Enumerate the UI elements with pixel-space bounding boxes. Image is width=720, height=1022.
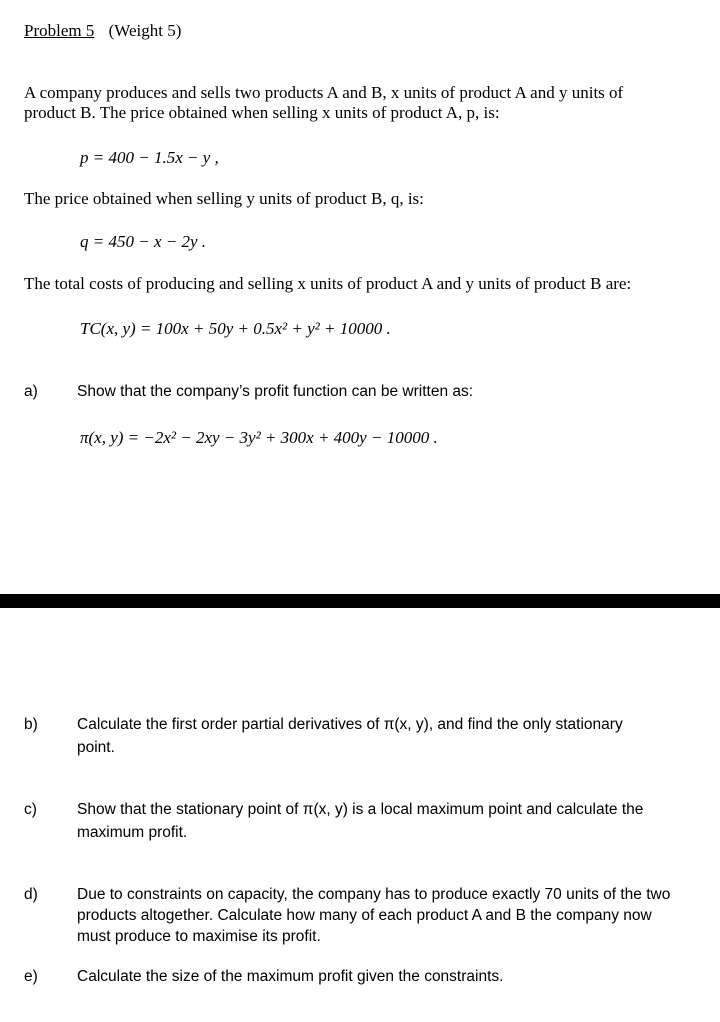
section-divider [0, 594, 720, 608]
equation-price-q: q = 450 − x − 2y . [80, 232, 207, 251]
cost-intro: The total costs of producing and selling x units of product A and y units of product B are: [24, 274, 632, 293]
question-b-line-2: point. [77, 739, 115, 756]
problem-weight: (Weight 5) [108, 21, 182, 40]
problem-header [24, 20, 181, 41]
intro-line-2: product B. The price obtained when selling x units of product A, p, is: [24, 103, 500, 122]
question-b-label: b) [24, 716, 38, 733]
equation-price-p: p = 400 − 1.5x − y , [80, 148, 219, 167]
problem-title: Problem 5 [24, 21, 95, 40]
question-c-line-1: Show that the stationary point of π(x, y) is a local maximum point and calculate the [77, 801, 644, 818]
question-d-line-2: products altogether. Calculate how many of each product A and B the company now [77, 907, 652, 924]
question-d-line-3: must produce to maximise its profit. [77, 928, 321, 945]
question-a-label: a) [24, 383, 38, 400]
price-q-intro: The price obtained when selling y units of product B, q, is: [24, 189, 424, 208]
question-d-line-1: Due to constraints on capacity, the company has to produce exactly 70 units of the two [77, 886, 671, 903]
equation-profit: π(x, y) = −2x² − 2xy − 3y² + 300x + 400y − 10000 . [80, 428, 438, 447]
question-c-line-2: maximum profit. [77, 824, 188, 841]
question-b-line-1: Calculate the first order partial derivatives of π(x, y), and find the only stationary [77, 716, 623, 733]
question-a-text: Show that the company’s profit function can be written as: [77, 383, 474, 400]
intro-line-1: A company produces and sells two products A and B, x units of product A and y units of [24, 83, 624, 102]
equation-total-cost: TC(x, y) = 100x + 50y + 0.5x² + y² + 10000 . [80, 319, 391, 338]
question-c-label: c) [24, 801, 37, 818]
question-e-text: Calculate the size of the maximum profit given the constraints. [77, 968, 504, 985]
question-d-label: d) [24, 886, 38, 903]
question-e-label: e) [24, 968, 38, 985]
